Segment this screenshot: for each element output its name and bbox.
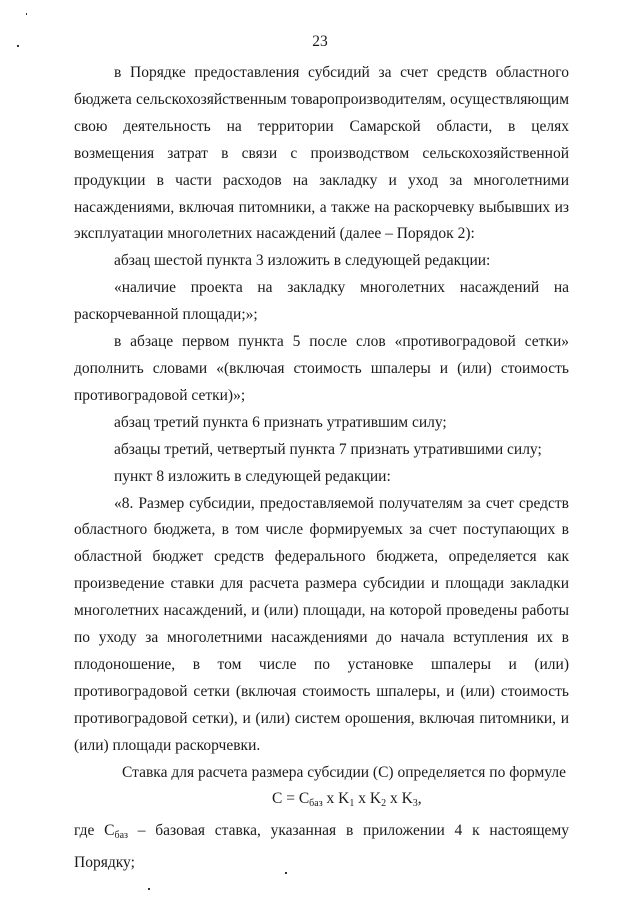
paragraph-amendment-p5: в абзаце первом пункта 5 после слов «противоградовой сетки» дополнить словами «(включая стоимость шпалеры и (или) стоимость противоградовой сетки)»; [74, 333, 569, 404]
paragraph-amendment-p6: абзац третий пункта 6 признать утратившим силу; [114, 413, 447, 431]
formula-k1-subscript: 1 [349, 798, 355, 810]
formula-k1: x K [322, 790, 350, 808]
paragraph-quote-p3: «наличие проекта на закладку многолетних насаждений на раскорчеванной площади;»; [74, 279, 569, 324]
paragraph-formula-intro: Ставка для расчета размера субсидии (С) определяется по формуле [122, 763, 567, 781]
formula-k3-subscript: 3 [412, 798, 418, 810]
formula-k2-subscript: 2 [381, 798, 387, 810]
paragraph-where [74, 818, 569, 877]
paragraph-amendment-p7: абзацы третий, четвертый пункта 7 признать утратившими силу; [114, 440, 542, 458]
formula-k2: x K [354, 790, 382, 808]
paragraph-intro: в Порядке предоставления субсидий за счет средств областного бюджета сельскохозяйственным товаропроизводителям, осуществляющим свою деятельность на территории Самарской области, в целях возмещения затрат в связи с производством сельскохозяйственной продукции в части расходов на закладку и уход за многолетними насаждениями, включая питомники, а также на раскорчевку выбывших из эксплуатации многолетних насаждений (далее – Порядок 2): [74, 64, 569, 243]
document-body [74, 60, 569, 877]
scan-mark [17, 45, 19, 47]
paragraph-amendment-p8: пункт 8 изложить в следующей редакции: [114, 467, 391, 485]
scan-mark [26, 13, 27, 15]
page-number: 23 [312, 33, 328, 50]
formula-k3: x K [386, 790, 413, 808]
subsidy-formula [74, 786, 569, 818]
formula-base-subscript: баз [309, 798, 323, 810]
where-subscript: баз [114, 830, 128, 842]
scan-mark [148, 888, 150, 890]
formula-lhs: С = С [272, 790, 310, 808]
paragraph-quote-p8: «8. Размер субсидии, предоставляемой получателям за счет средств областного бюджета, в том числе формируемых за счет поступающих в областной бюджет средств федерального бюджета, определяется как произведение ставки для расчета размера субсидии и площади закладки многолетних насаждений, и (или) площади, на которой проведены работы по уходу за многолетними насаждениями до начала вступления их в плодоношение, в том числе по установке шпалеры и (или) противоградовой сетки (включая стоимость шпалеры, и (или) стоимость противоградовой сетки), и (или) систем орошения, включая питомники, и (или) площади раскорчевки. [74, 494, 569, 754]
paragraph-amendment-p3: абзац шестой пункта 3 изложить в следующей редакции: [114, 252, 491, 270]
scan-mark [285, 872, 287, 874]
where-prefix: где С [74, 822, 115, 840]
where-text: – базовая ставка, указанная в приложении 4 к настоящему Порядку; [74, 822, 569, 872]
formula-end: , [417, 790, 422, 808]
